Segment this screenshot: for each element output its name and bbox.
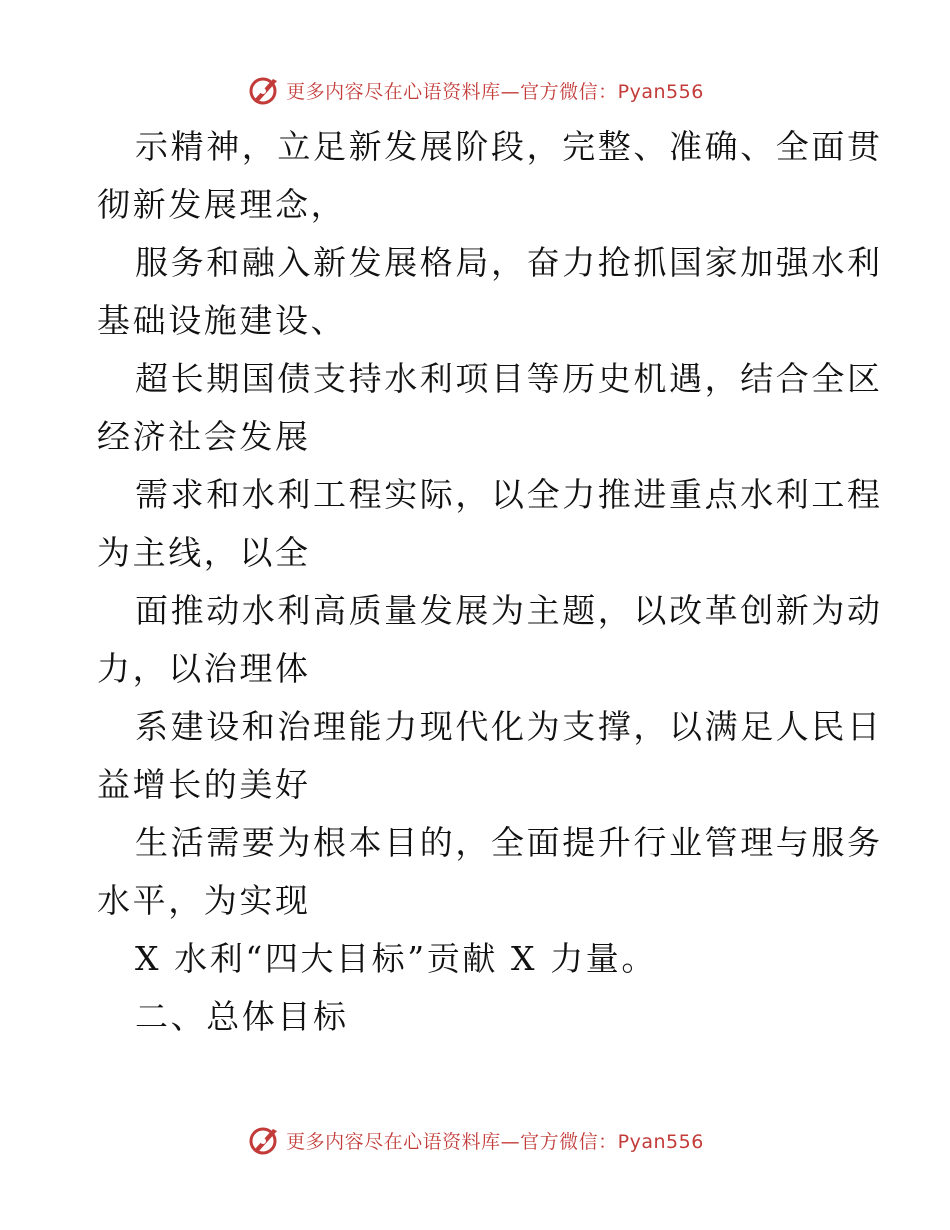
paragraph-line: 系建设和治理能力现代化为支撑，以满足人民日: [135, 707, 883, 746]
paragraph: [97, 118, 883, 234]
paragraph: [97, 814, 883, 930]
paragraph-line: 生活需要为根本目的，全面提升行业管理与服务: [135, 823, 883, 862]
paragraph-continuation: 基础设施建设、: [97, 301, 347, 340]
paragraph-continuation: 益增长的美好: [97, 765, 311, 804]
paragraph: [97, 234, 883, 350]
header-watermark-text: 更多内容尽在心语资料库—官方微信：Pyan556: [286, 80, 704, 103]
document-body: [97, 118, 883, 1046]
paragraph: [97, 698, 883, 814]
paragraph-line: 超长期国债支持水利项目等历史机遇，结合全区: [135, 359, 883, 398]
paragraph-line: 需求和水利工程实际，以全力推进重点水利工程: [135, 475, 883, 514]
paragraph-continuation: 力，以治理体: [97, 649, 311, 688]
paragraph-continuation: 彻新发展理念，: [97, 185, 347, 224]
footer-watermark-banner: [0, 1120, 950, 1160]
paragraph-continuation: 经济社会发展: [97, 417, 311, 456]
paragraph: [97, 350, 883, 466]
paragraph-line: X 水利“四大目标”贡献 X 力量。: [135, 939, 657, 978]
paragraph-continuation: 为主线，以全: [97, 533, 311, 572]
paragraph: [97, 930, 857, 988]
paragraph-line: 面推动水利高质量发展为主题，以改革创新为动: [135, 591, 883, 630]
paragraph: [97, 582, 883, 698]
paragraph-line: 服务和融入新发展格局，奋力抢抓国家加强水利: [135, 243, 883, 282]
quill-pen-logo-icon: [246, 1122, 282, 1158]
header-watermark-banner: [0, 70, 950, 110]
section-heading-text: 二、总体目标: [135, 997, 349, 1036]
footer-watermark-text: 更多内容尽在心语资料库—官方微信：Pyan556: [286, 1130, 704, 1153]
paragraph-line: 示精神，立足新发展阶段，完整、准确、全面贯: [135, 127, 883, 166]
section-heading: [97, 988, 857, 1046]
paragraph-continuation: 水平，为实现: [97, 881, 311, 920]
paragraph: [97, 466, 883, 582]
quill-pen-logo-icon: [246, 72, 282, 108]
